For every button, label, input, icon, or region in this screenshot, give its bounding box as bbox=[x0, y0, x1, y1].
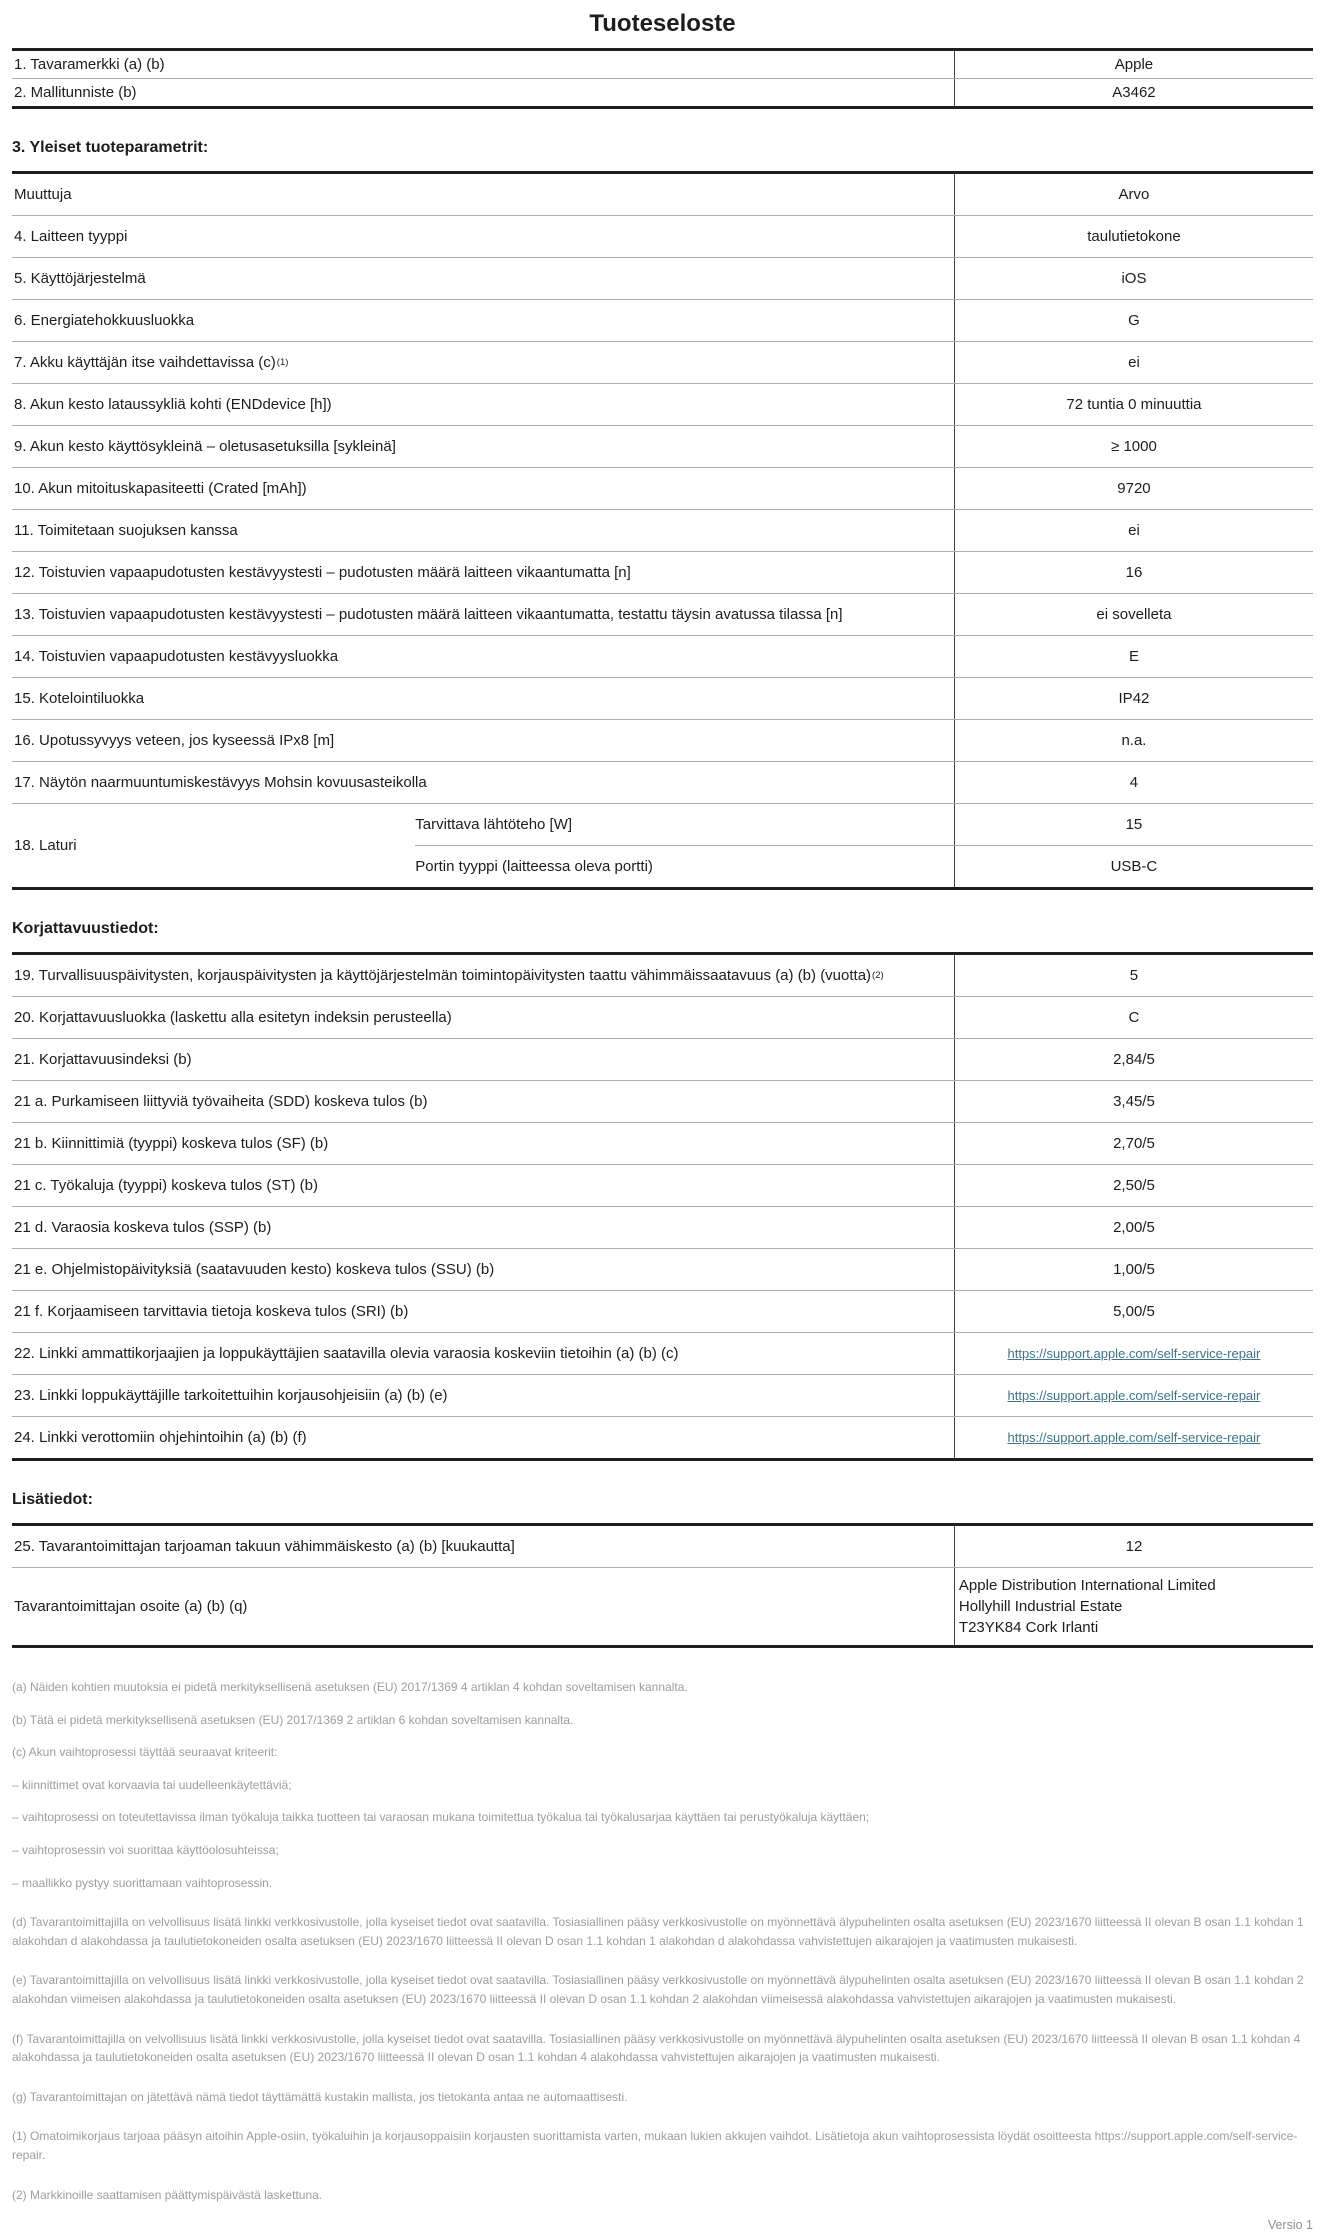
footnote-1: (1) Omatoimikorjaus tarjoaa pääsyn aitoihin Apple-osiin, työkaluihin ja korjausoppaisiin korjausten suorittamista varten, mukaan lukien akkujen vaihdot. Lisätietoja akun vaihtoprosessista löydät osoitteesta https://support.apple.com/self-service-repair. bbox=[12, 2129, 1298, 2162]
row-label: 11. Toimitetaan suojuksen kanssa bbox=[14, 522, 238, 539]
table-row bbox=[12, 1123, 1313, 1165]
table-row bbox=[12, 594, 1313, 636]
address-line: T23YK84 Cork Irlanti bbox=[958, 1619, 1099, 1636]
row-label: Tavarantoimittajan osoite (a) (b) (q) bbox=[14, 1598, 248, 1615]
footnote-a: (a) Näiden kohtien muutoksia ei pidetä merkityksellisenä asetuksen (EU) 2017/1369 4 artiklan 4 kohdan soveltamisen kannalta. bbox=[12, 1680, 688, 1694]
row-value bbox=[954, 1375, 1313, 1416]
row-value: 72 tuntia 0 minuuttia bbox=[954, 384, 1313, 425]
general-parameters-table bbox=[12, 171, 1313, 890]
table-row bbox=[12, 1526, 1313, 1568]
table-row bbox=[12, 1081, 1313, 1123]
repairability-table bbox=[12, 952, 1313, 1461]
row-label: 21 a. Purkamiseen liittyviä työvaiheita (SDD) koskeva tulos (b) bbox=[14, 1093, 428, 1110]
table-row bbox=[12, 300, 1313, 342]
identification-table bbox=[12, 48, 1313, 109]
supplier-address-row bbox=[12, 1568, 1313, 1645]
row-value: 2,00/5 bbox=[954, 1207, 1313, 1248]
row-value: ei bbox=[954, 510, 1313, 551]
table-row bbox=[12, 720, 1313, 762]
row-label: 21 b. Kiinnittimiä (tyyppi) koskeva tulos (SF) (b) bbox=[14, 1135, 329, 1152]
table-row bbox=[12, 1375, 1313, 1417]
row-label: 8. Akun kesto lataussykliä kohti (ENDdevice [h]) bbox=[14, 396, 332, 413]
row-value: 5 bbox=[954, 955, 1313, 996]
subrow-label: Portin tyyppi (laitteessa oleva portti) bbox=[415, 858, 653, 875]
table-row bbox=[12, 468, 1313, 510]
footnote-c-criterion-4: – maallikko pystyy suorittamaan vaihtoprosessin. bbox=[12, 1875, 273, 1890]
subrow-value: USB-C bbox=[954, 846, 1313, 887]
subrow-value: 15 bbox=[954, 804, 1313, 845]
row-label: 21 c. Työkaluja (tyyppi) koskeva tulos (ST) (b) bbox=[14, 1177, 318, 1194]
table-row bbox=[12, 342, 1313, 384]
row-label: 18. Laturi bbox=[14, 837, 77, 854]
charger-row bbox=[12, 804, 1313, 887]
footnote-c: (c) Akun vaihtoprosessi täyttää seuraavat kriteerit: bbox=[12, 1745, 278, 1760]
table-header-row bbox=[12, 174, 1313, 216]
table-row bbox=[12, 1249, 1313, 1291]
additional-info-table bbox=[12, 1523, 1313, 1648]
row-value bbox=[954, 1417, 1313, 1458]
row-label: 20. Korjattavuusluokka (laskettu alla esitetyn indeksin perusteella) bbox=[14, 1009, 452, 1026]
row-value: ei sovelleta bbox=[954, 594, 1313, 635]
page-title: Tuoteseloste bbox=[589, 10, 736, 37]
table-row bbox=[12, 216, 1313, 258]
row-value bbox=[954, 1333, 1313, 1374]
table-row bbox=[12, 552, 1313, 594]
row-label: 15. Kotelointiluokka bbox=[14, 690, 145, 707]
row-value: 3,45/5 bbox=[954, 1081, 1313, 1122]
row-label: 21 d. Varaosia koskeva tulos (SSP) (b) bbox=[14, 1219, 272, 1236]
table-row bbox=[12, 1039, 1313, 1081]
table-row bbox=[12, 51, 1313, 79]
row-value: Apple bbox=[954, 51, 1313, 78]
footnote-b: (b) Tätä ei pidetä merkityksellisenä asetuksen (EU) 2017/1369 2 artiklan 6 kohdan soveltamisen kannalta. bbox=[12, 1712, 574, 1727]
row-label: 19. Turvallisuuspäivitysten, korjauspäivitysten ja käyttöjärjestelmän toimintopäivitysten taattu vähimmäissaatavuus (a) (b) (vuotta) (2) bbox=[14, 967, 884, 984]
footnote-f: (f) Tavarantoimittajilla on velvollisuus lisätä linkki verkkosivustolle, jolla kyseiset tiedot ovat saatavilla. Tosiasiallinen pääsy verkkosivustolle on myönnettävä älypuhelinten osalta asetuksen (EU) 2023/1670 liitteessä II olevan B osan 1.1 kohdan 4 alakohdassa ja taulutietokoneiden osalta asetuksen (EU) 2023/1670 liitteessä II olevan D osan 1.1 kohdan 4 alakohdassa vahvistettujen aikarajojen ja vaatimusten mukaisesti. bbox=[12, 2031, 1301, 2065]
table-row bbox=[12, 1207, 1313, 1249]
row-label: 16. Upotussyvyys veteen, jos kyseessä IPx8 [m] bbox=[14, 732, 335, 749]
table-row bbox=[12, 1291, 1313, 1333]
row-value: 4 bbox=[954, 762, 1313, 803]
footnote-e: (e) Tavarantoimittajilla on velvollisuus lisätä linkki verkkosivustolle, jolla kyseiset tiedot ovat saatavilla. Tosiasiallinen pääsy verkkosivustolle on myönnettävä älypuhelinten osalta asetuksen (EU) 2023/1670 liitteessä II olevan B osan 1.1 kohdan 2 alakohdan viimeisen alakohdassa ja taulutietokoneiden osalta asetuksen (EU) 2023/1670 liitteessä II olevan D osan 1.1 kohdan 2 alakohdan viimeisessä alakohdassa vahvistettujen aikarajojen ja vaatimusten mukaisesti. bbox=[12, 1973, 1304, 2006]
repair-instructions-link[interactable]: https://support.apple.com/self-service-repair bbox=[1007, 1388, 1261, 1403]
table-row bbox=[12, 426, 1313, 468]
table-row bbox=[12, 510, 1313, 552]
row-label: 21 f. Korjaamiseen tarvittavia tietoja koskeva tulos (SRI) (b) bbox=[14, 1303, 409, 1320]
row-label: 7. Akku käyttäjän itse vaihdettavissa (c) (1) bbox=[14, 354, 289, 371]
row-label: 21. Korjattavuusindeksi (b) bbox=[14, 1051, 192, 1068]
row-label: 25. Tavarantoimittajan tarjoaman takuun vähimmäiskesto (a) (b) [kuukautta] bbox=[14, 1538, 515, 1555]
row-value: 9720 bbox=[954, 468, 1313, 509]
row-label: 6. Energiatehokkuusluokka bbox=[14, 312, 195, 329]
table-row bbox=[12, 1333, 1313, 1375]
charger-subrow bbox=[415, 845, 1313, 887]
row-label: 2. Mallitunniste (b) bbox=[14, 84, 137, 101]
row-label: 13. Toistuvien vapaapudotusten kestävyystesti – pudotusten määrä laitteen vikaantumatta, testattu täysin avatussa tilassa [n] bbox=[14, 606, 843, 623]
address-line: Apple Distribution International Limited bbox=[958, 1577, 1216, 1594]
charger-subrow bbox=[415, 804, 1313, 845]
section-heading-general: 3. Yleiset tuoteparametrit: bbox=[12, 139, 209, 156]
footnote-2: (2) Markkinoille saattamisen päättymispäivästä laskettuna. bbox=[12, 2187, 323, 2202]
row-value: 2,84/5 bbox=[954, 1039, 1313, 1080]
table-row bbox=[12, 1417, 1313, 1458]
row-value: 12 bbox=[954, 1526, 1313, 1567]
row-value: 5,00/5 bbox=[954, 1291, 1313, 1332]
row-label: 14. Toistuvien vapaapudotusten kestävyysluokka bbox=[14, 648, 339, 665]
row-value: 1,00/5 bbox=[954, 1249, 1313, 1290]
footnote-c-criterion-2: – vaihtoprosessi on toteutettavissa ilman työkaluja taikka tuotteen tai varaosan mukana toimitettua työkalua tai työkalusarjaa käyttäen tai perustyökaluja käyttäen; bbox=[12, 1810, 870, 1825]
table-row bbox=[12, 384, 1313, 426]
row-label: 22. Linkki ammattikorjaajien ja loppukäyttäjien saatavilla olevia varaosia koskeviin tietoihin (a) (b) (c) bbox=[14, 1345, 679, 1362]
footnote-c-criterion-3: – vaihtoprosessin voi suorittaa käyttöolosuhteissa; bbox=[12, 1842, 279, 1857]
row-value: E bbox=[954, 636, 1313, 677]
column-header-variable: Muuttuja bbox=[14, 186, 72, 203]
table-row bbox=[12, 79, 1313, 106]
address-line: Hollyhill Industrial Estate bbox=[958, 1598, 1123, 1615]
row-label: 23. Linkki loppukäyttäjille tarkoitettuihin korjausohjeisiin (a) (b) (e) bbox=[14, 1387, 448, 1404]
table-row bbox=[12, 997, 1313, 1039]
section-heading-additional: Lisätiedot: bbox=[12, 1491, 93, 1508]
price-guide-link[interactable]: https://support.apple.com/self-service-repair bbox=[1007, 1430, 1261, 1445]
footnotes bbox=[12, 1678, 1313, 2204]
table-row bbox=[12, 955, 1313, 997]
table-row bbox=[12, 636, 1313, 678]
section-heading-repair: Korjattavuustiedot: bbox=[12, 920, 159, 937]
row-value: C bbox=[954, 997, 1313, 1038]
supplier-address bbox=[954, 1568, 1313, 1645]
subrow-label: Tarvittava lähtöteho [W] bbox=[415, 816, 573, 833]
row-label: 24. Linkki verottomiin ohjehintoihin (a) (b) (f) bbox=[14, 1429, 307, 1446]
footnote-c-criterion-1: – kiinnittimet ovat korvaavia tai uudelleenkäytettäviä; bbox=[12, 1777, 292, 1792]
row-label: 10. Akun mitoituskapasiteetti (Crated [mAh]) bbox=[14, 480, 307, 497]
row-label: 17. Näytön naarmuuntumiskestävyys Mohsin kovuusasteikolla bbox=[14, 774, 427, 791]
table-row bbox=[12, 258, 1313, 300]
row-label: 5. Käyttöjärjestelmä bbox=[14, 270, 146, 287]
row-label: 21 e. Ohjelmistopäivityksiä (saatavuuden kesto) koskeva tulos (SSU) (b) bbox=[14, 1261, 495, 1278]
row-value: ≥ 1000 bbox=[954, 426, 1313, 467]
version-label: Versio 1 bbox=[1267, 2218, 1313, 2232]
table-row bbox=[12, 678, 1313, 720]
row-label: 9. Akun kesto käyttösykleinä – oletusasetuksilla [sykleinä] bbox=[14, 438, 396, 455]
row-value: 2,70/5 bbox=[954, 1123, 1313, 1164]
footnote-g: (g) Tavarantoimittajan on jätettävä nämä tiedot täyttämättä kustakin mallista, jos tietokanta antaa ne automaattisesti. bbox=[12, 2089, 628, 2104]
row-value: A3462 bbox=[954, 79, 1313, 106]
table-row bbox=[12, 762, 1313, 804]
row-value: G bbox=[954, 300, 1313, 341]
table-row bbox=[12, 1165, 1313, 1207]
row-label: 4. Laitteen tyyppi bbox=[14, 228, 128, 245]
spare-parts-link[interactable]: https://support.apple.com/self-service-repair bbox=[1007, 1346, 1261, 1361]
row-value: iOS bbox=[954, 258, 1313, 299]
row-value: taulutietokone bbox=[954, 216, 1313, 257]
row-value: IP42 bbox=[954, 678, 1313, 719]
row-value: 16 bbox=[954, 552, 1313, 593]
row-label: 12. Toistuvien vapaapudotusten kestävyystesti – pudotusten määrä laitteen vikaantumatta [n] bbox=[14, 564, 631, 581]
footnote-d: (d) Tavarantoimittajilla on velvollisuus lisätä linkki verkkosivustolle, jolla kyseiset tiedot ovat saatavilla. Tosiasiallinen pääsy verkkosivustolle on myönnettävä älypuhelinten osalta asetuksen (EU) 2023/1670 liitteessä II olevan B osan 1.1 kohdan 1 alakohdan d alakohdassa ja taulutietokoneiden osalta asetuksen (EU) 2023/1670 liitteessä II olevan D osan 1.1 kohdan 1 alakohdan d alakohdassa vahvistettujen aikarajojen ja vaatimusten mukaisesti. bbox=[12, 1915, 1304, 1948]
column-header-value: Arvo bbox=[954, 174, 1313, 215]
row-label: 1. Tavaramerkki (a) (b) bbox=[14, 56, 165, 73]
row-value: ei bbox=[954, 342, 1313, 383]
charger-subrows bbox=[415, 804, 1313, 887]
row-value: n.a. bbox=[954, 720, 1313, 761]
row-value: 2,50/5 bbox=[954, 1165, 1313, 1206]
